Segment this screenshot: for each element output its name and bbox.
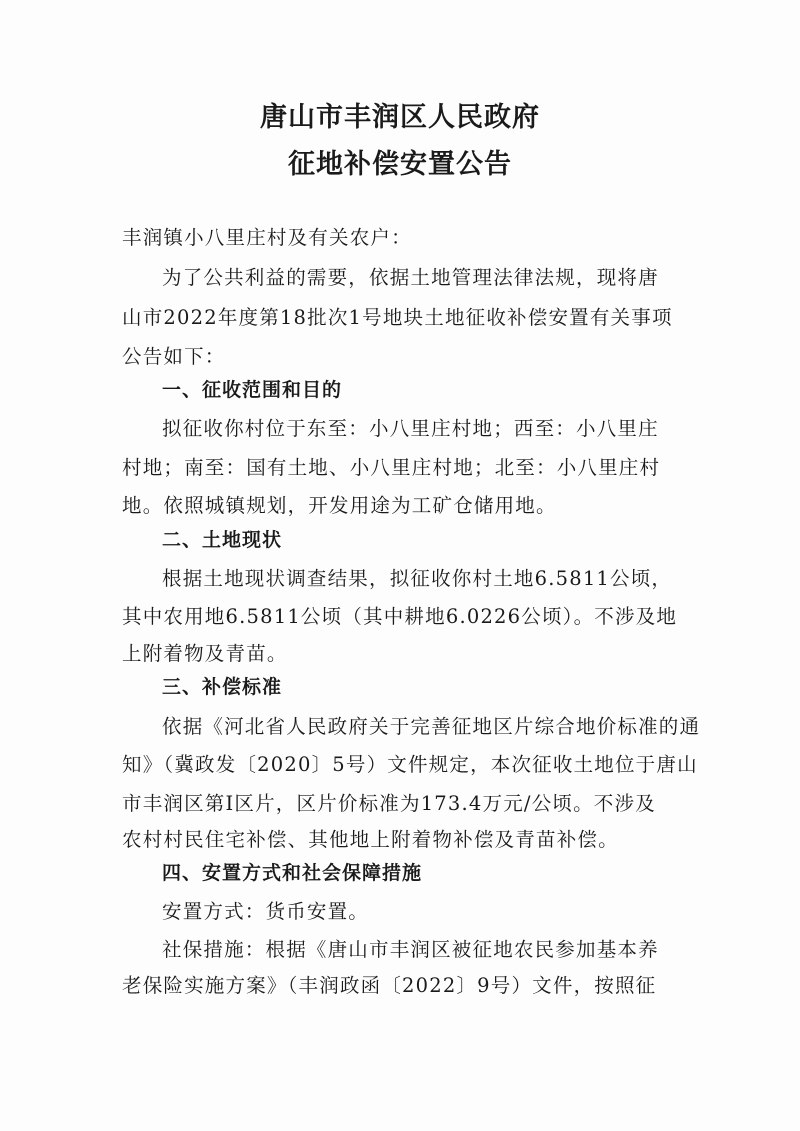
intro-line: 山市2022年度第18批次1号地块土地征收补偿安置有关事项 — [122, 306, 673, 329]
paragraph-line: 其中农用地6.5811公顷（其中耕地6.0226公顷）。不涉及地 — [122, 605, 678, 628]
section-heading: 四、安置方式和社会保障措施 — [162, 862, 423, 884]
paragraph-line: 依据《河北省人民政府关于完善征地区片综合地价标准的通 — [162, 715, 701, 738]
paragraph-line: 市丰润区第Ⅰ区片，区片价标准为173.4万元/公顷。不涉及 — [122, 792, 656, 815]
intro-line: 为了公共利益的需要，依据土地管理法律法规，现将唐 — [162, 266, 659, 289]
paragraph-line: 知》（冀政发〔2020〕5号）文件规定，本次征收土地位于唐山 — [122, 753, 698, 776]
document-title-line2: 征地补偿安置公告 — [288, 149, 512, 180]
paragraph-line: 安置方式：货币安置。 — [162, 900, 370, 923]
section-heading: 一、征收范围和目的 — [162, 379, 343, 401]
paragraph-line: 拟征收你村位于东至：小八里庄村地；西至：小八里庄 — [162, 417, 659, 440]
paragraph-line: 老保险实施方案》（丰润政函〔2022〕9号）文件，按照征 — [122, 974, 657, 997]
section-heading: 三、补偿标准 — [162, 676, 283, 698]
section-heading: 二、土地现状 — [162, 529, 283, 551]
paragraph-line: 村地；南至：国有土地、小八里庄村地；北至：小八里庄村 — [122, 456, 661, 479]
document-title-line1: 唐山市丰润区人民政府 — [260, 102, 540, 133]
paragraph-line: 地。依照城镇规划，开发用途为工矿仓储用地。 — [122, 494, 557, 517]
paragraph-line: 社保措施：根据《唐山市丰润区被征地农民参加基本养 — [162, 938, 659, 961]
paragraph-line: 根据土地现状调查结果，拟征收你村土地6.5811公顷， — [162, 567, 673, 590]
intro-line: 公告如下： — [122, 345, 226, 368]
salutation: 丰润镇小八里庄村及有关农户： — [122, 226, 412, 249]
paragraph-line: 上附着物及青苗。 — [122, 642, 288, 665]
paragraph-line: 农村村民住宅补偿、其他地上附着物补偿及青苗补偿。 — [122, 828, 619, 851]
